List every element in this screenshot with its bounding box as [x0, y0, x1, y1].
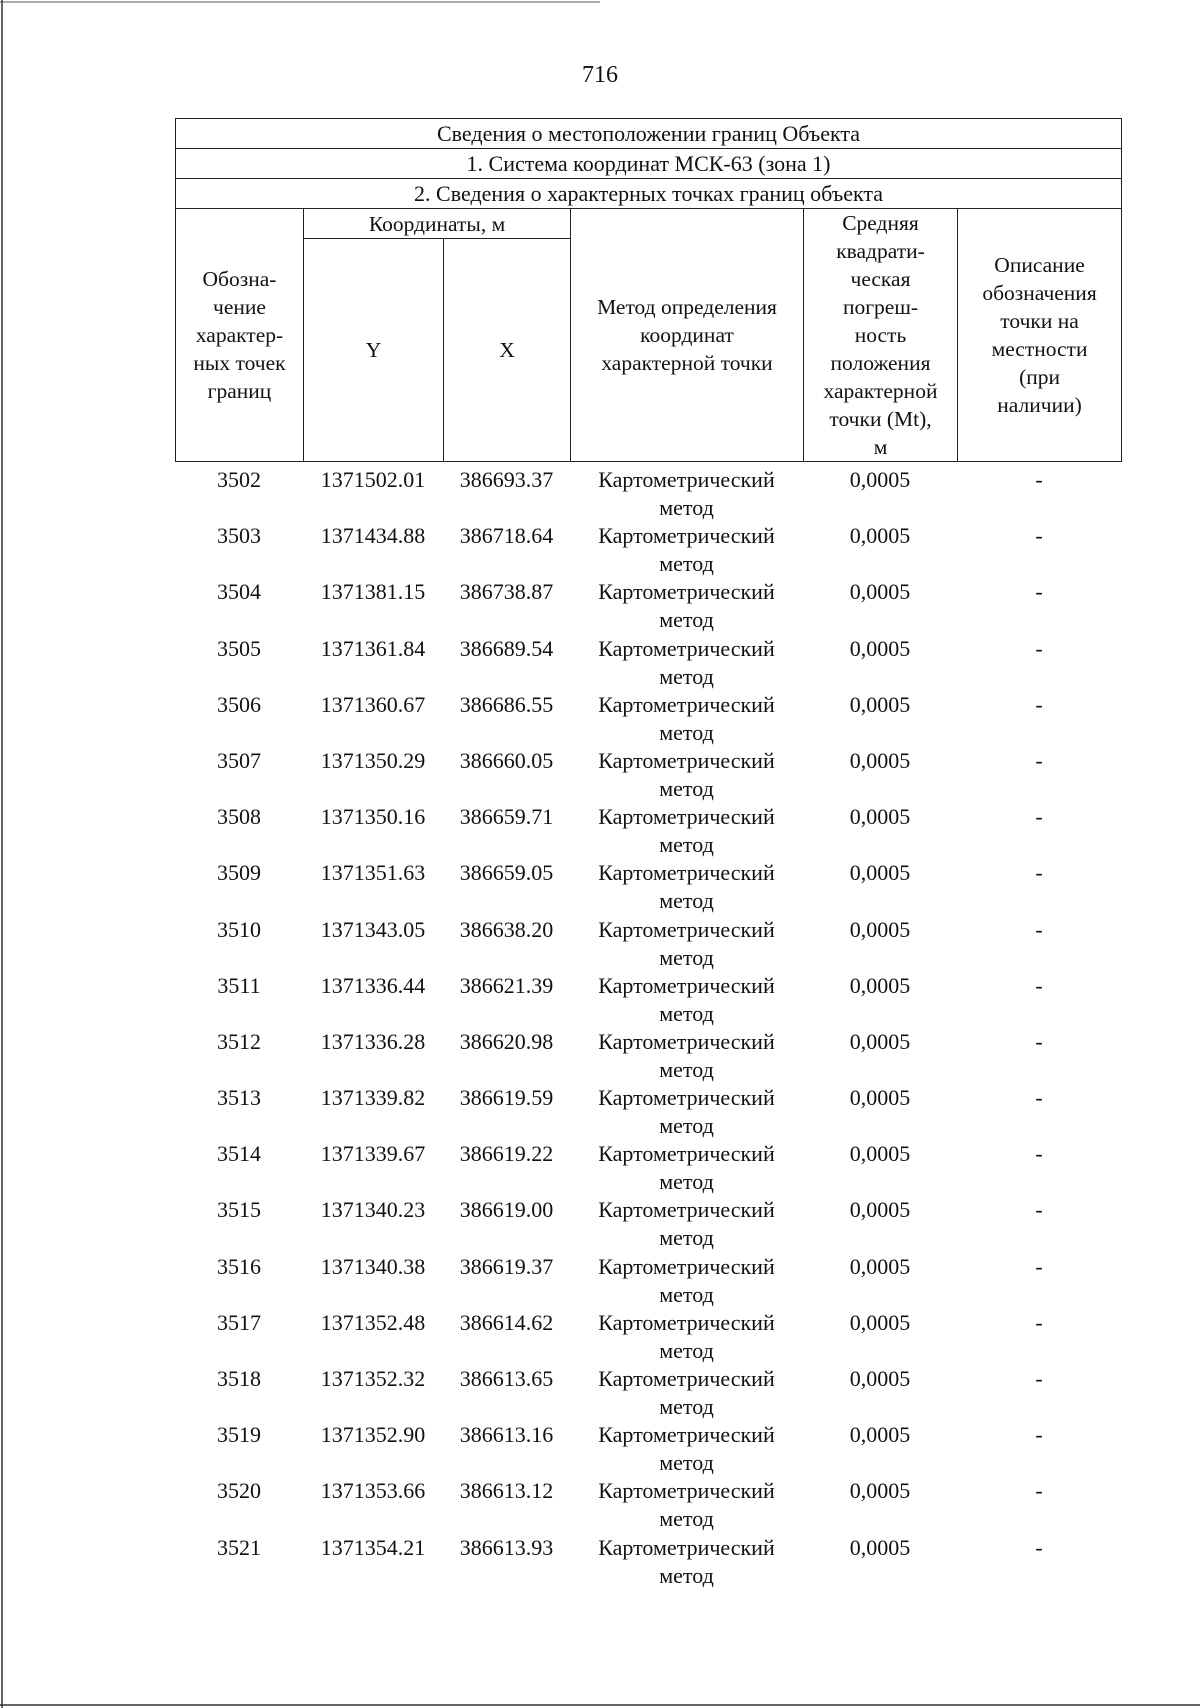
error: 0,0005: [849, 747, 911, 773]
description: -: [1035, 1253, 1043, 1279]
coord-y: 1371352.90: [320, 1422, 426, 1448]
coord-x: 386638.20: [459, 916, 554, 942]
table-title: Сведения о местоположении границ Объекта: [176, 119, 1122, 149]
table-row: [175, 1534, 1121, 1590]
table-row: [175, 972, 1121, 1028]
coord-x: 386619.22: [459, 1141, 554, 1167]
method: Картометрический метод: [598, 916, 775, 970]
point-id: 3506: [217, 691, 261, 717]
coordinate-system: 1. Система координат МСК-63 (зона 1): [176, 149, 1122, 179]
table-row: [175, 1253, 1121, 1309]
error: 0,0005: [849, 804, 911, 830]
method: Картометрический метод: [598, 1197, 775, 1251]
table-row: [175, 1084, 1121, 1140]
coord-y: 1371340.38: [320, 1253, 426, 1279]
error: 0,0005: [849, 1478, 911, 1504]
point-id: 3502: [217, 467, 261, 492]
error: 0,0005: [849, 1309, 911, 1335]
description: -: [1035, 972, 1043, 998]
table-row: [175, 1365, 1121, 1421]
section-title: 2. Сведения о характерных точках границ объекта: [176, 179, 1122, 209]
point-id: 3513: [217, 1085, 261, 1111]
error: 0,0005: [849, 860, 911, 886]
point-id: 3511: [217, 972, 261, 998]
method: Картометрический метод: [598, 1422, 775, 1476]
table-row: [175, 691, 1121, 747]
method: Картометрический метод: [598, 635, 775, 689]
table-row: [175, 522, 1121, 578]
coord-y: 1371352.32: [320, 1366, 426, 1391]
method: Картометрический метод: [598, 467, 775, 520]
method: Картометрический метод: [598, 1309, 775, 1363]
coord-y: 1371340.23: [320, 1197, 426, 1223]
table-row: [175, 916, 1121, 972]
point-id: 3516: [217, 1253, 261, 1279]
description: -: [1035, 1085, 1043, 1111]
coord-x: 386613.12: [459, 1478, 554, 1504]
col-designation-header: Обозна- чение характер- ных точек границ: [176, 209, 304, 462]
method: Картометрический метод: [598, 1028, 775, 1082]
description: -: [1035, 916, 1043, 942]
coord-x: 386619.37: [459, 1253, 554, 1279]
method: Картометрический метод: [598, 860, 775, 914]
coord-x: 386619.59: [459, 1085, 554, 1111]
coord-x: 386619.00: [459, 1197, 554, 1223]
error: 0,0005: [849, 579, 911, 605]
coord-y: 1371339.67: [320, 1141, 426, 1167]
error: 0,0005: [849, 1534, 911, 1560]
coord-x: 386689.54: [459, 635, 554, 661]
error: 0,0005: [849, 1141, 911, 1167]
error: 0,0005: [849, 972, 911, 998]
description: -: [1035, 1422, 1043, 1448]
table-row: [175, 1196, 1121, 1252]
coord-y: 1371354.21: [320, 1534, 426, 1560]
error: 0,0005: [849, 1422, 911, 1448]
error: 0,0005: [849, 916, 911, 942]
table-row: [175, 1309, 1121, 1365]
point-id: 3504: [217, 579, 261, 605]
description: -: [1035, 1028, 1043, 1054]
coord-y: 1371350.29: [320, 747, 426, 773]
coord-y: 1371343.05: [320, 916, 426, 942]
method: Картометрический метод: [598, 691, 775, 745]
method: Картометрический метод: [598, 804, 775, 858]
coord-y: 1371336.28: [320, 1028, 426, 1054]
point-id: 3515: [217, 1197, 261, 1223]
coord-y: 1371352.48: [320, 1309, 426, 1335]
coord-y: 1371361.84: [320, 635, 426, 661]
point-id: 3509: [217, 860, 261, 886]
coord-x: 386718.64: [459, 523, 554, 549]
coord-y: 1371336.44: [320, 972, 426, 998]
description: -: [1035, 579, 1043, 605]
description: -: [1035, 747, 1043, 773]
error: 0,0005: [849, 635, 911, 661]
method: Картометрический метод: [598, 1085, 775, 1139]
point-id: 3514: [217, 1141, 261, 1167]
table-row: [175, 1477, 1121, 1533]
coord-y: 1371381.15: [320, 579, 426, 605]
point-id: 3510: [217, 916, 261, 942]
coord-x: 386621.39: [459, 972, 554, 998]
method: Картометрический метод: [598, 1478, 775, 1532]
coord-y: 1371502.01: [320, 467, 426, 492]
method: Картометрический метод: [598, 1534, 775, 1588]
method: Картометрический метод: [598, 523, 775, 577]
description: -: [1035, 860, 1043, 886]
description: -: [1035, 1534, 1043, 1560]
error: 0,0005: [849, 1197, 911, 1223]
point-id: 3507: [217, 747, 261, 773]
col-y-header: Y: [304, 239, 444, 462]
error: 0,0005: [849, 691, 911, 717]
description: -: [1035, 804, 1043, 830]
point-id: 3512: [217, 1028, 261, 1054]
error: 0,0005: [849, 467, 911, 492]
method: Картометрический метод: [598, 1366, 775, 1419]
table-row: [175, 635, 1121, 691]
coord-x: 386686.55: [459, 691, 554, 717]
point-id: 3508: [217, 804, 261, 830]
table-row: [175, 1421, 1121, 1477]
coord-x: 386613.16: [459, 1422, 554, 1448]
error: 0,0005: [849, 523, 911, 549]
coord-x: 386660.05: [459, 747, 554, 773]
description: -: [1035, 1478, 1043, 1504]
point-id: 3503: [217, 523, 261, 549]
method: Картометрический метод: [598, 579, 775, 633]
table-row: [175, 859, 1121, 915]
coord-x: 386620.98: [459, 1028, 554, 1054]
description: -: [1035, 1309, 1043, 1335]
table-row: [175, 1140, 1121, 1196]
method: Картометрический метод: [598, 747, 775, 801]
table-row: [175, 803, 1121, 859]
method: Картометрический метод: [598, 1141, 775, 1195]
description: -: [1035, 1197, 1043, 1223]
coord-y: 1371353.66: [320, 1478, 426, 1504]
coord-y: 1371350.16: [320, 804, 426, 830]
coord-y: 1371434.88: [320, 523, 426, 549]
coord-y: 1371360.67: [320, 691, 426, 717]
point-id: 3521: [217, 1534, 261, 1560]
point-id: 3517: [217, 1309, 261, 1335]
table-row: [175, 578, 1121, 634]
method: Картометрический метод: [598, 972, 775, 1026]
error: 0,0005: [849, 1253, 911, 1279]
error: 0,0005: [849, 1085, 911, 1111]
error: 0,0005: [849, 1028, 911, 1054]
point-id: 3520: [217, 1478, 261, 1504]
point-id: 3519: [217, 1422, 261, 1448]
table-row: [175, 466, 1121, 522]
header-table: [175, 118, 1122, 462]
coord-x: 386613.93: [459, 1534, 554, 1560]
col-coordinates-header: Координаты, м: [304, 209, 571, 239]
col-error-header: Средняя квадрати- ческая погреш- ность положения характерной точки (Mt), м: [804, 209, 958, 462]
table-row: [175, 1028, 1121, 1084]
col-method-header: Метод определения координат характерной точки: [571, 209, 804, 462]
description: -: [1035, 467, 1043, 492]
coord-x: 386738.87: [459, 579, 554, 605]
description: -: [1035, 1141, 1043, 1167]
point-id: 3518: [217, 1366, 261, 1391]
description: -: [1035, 1366, 1043, 1391]
data-rows: [175, 466, 1121, 1590]
coord-x: 386613.65: [459, 1366, 554, 1391]
table-row: [175, 747, 1121, 803]
description: -: [1035, 691, 1043, 717]
method: Картометрический метод: [598, 1253, 775, 1307]
page-number: 716: [582, 62, 618, 88]
point-id: 3505: [217, 635, 261, 661]
description: -: [1035, 523, 1043, 549]
coord-x: 386659.71: [459, 804, 554, 830]
error: 0,0005: [849, 1366, 911, 1391]
coord-x: 386614.62: [459, 1309, 554, 1335]
coord-x: 386659.05: [459, 860, 554, 886]
coord-x: 386693.37: [459, 467, 554, 492]
coord-y: 1371339.82: [320, 1085, 426, 1111]
col-x-header: X: [444, 239, 571, 462]
coord-y: 1371351.63: [320, 860, 426, 886]
col-description-header: Описание обозначения точки на местности (при наличии): [958, 209, 1122, 462]
description: -: [1035, 635, 1043, 661]
